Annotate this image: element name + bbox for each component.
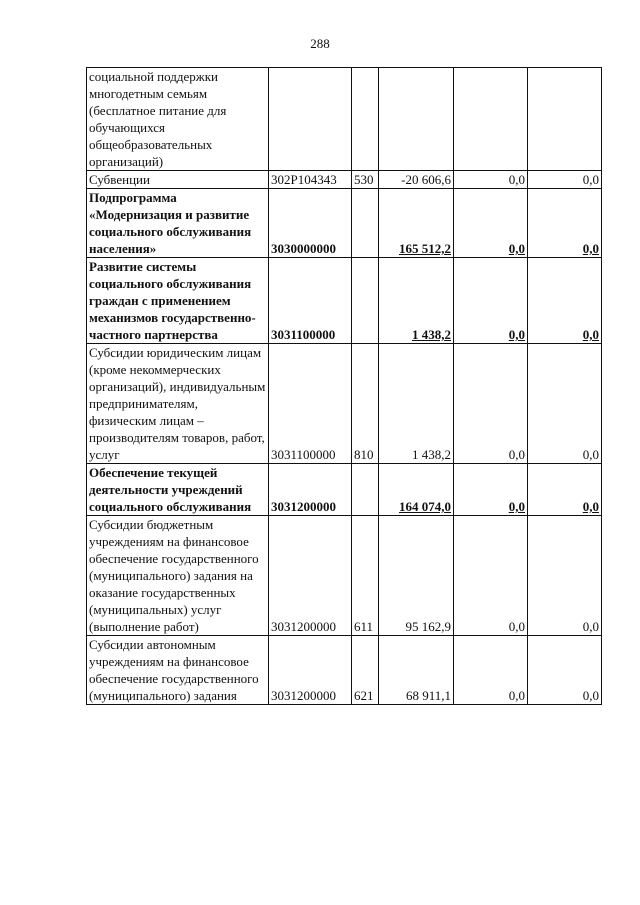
row-plan-2: 0,0: [528, 258, 602, 344]
row-plan-1: 0,0: [454, 171, 528, 189]
row-plan-2: 0,0: [528, 464, 602, 516]
row-plan-1: [454, 68, 528, 171]
row-amount: 95 162,9: [379, 516, 454, 636]
table-row: [87, 516, 602, 636]
row-code: [269, 68, 352, 171]
row-name: социальной поддержки многодетным семьям (бесплатное питание для обучающихся общеобразовательных организаций): [87, 68, 269, 171]
table-row: [87, 344, 602, 464]
row-code: 3031100000: [269, 344, 352, 464]
row-plan-1: 0,0: [454, 189, 528, 258]
row-name: Развитие системы социального обслуживания граждан с применением механизмов государственно-частного партнерства: [87, 258, 269, 344]
row-code: 3031100000: [269, 258, 352, 344]
row-name: Подпрограмма «Модернизация и развитие социального обслуживания населения»: [87, 189, 269, 258]
row-type: [352, 464, 379, 516]
row-plan-1: 0,0: [454, 344, 528, 464]
row-amount: 164 074,0: [379, 464, 454, 516]
table-row: [87, 68, 602, 171]
row-plan-2: 0,0: [528, 189, 602, 258]
row-plan-2: 0,0: [528, 516, 602, 636]
row-type: 611: [352, 516, 379, 636]
row-plan-1: 0,0: [454, 516, 528, 636]
row-amount: -20 606,6: [379, 171, 454, 189]
row-type: 621: [352, 636, 379, 705]
row-code: 302P104343: [269, 171, 352, 189]
row-amount: 1 438,2: [379, 258, 454, 344]
row-code: 3031200000: [269, 636, 352, 705]
row-type: 530: [352, 171, 379, 189]
row-name: Субсидии бюджетным учреждениям на финансовое обеспечение государственного (муниципального) задания на оказание государственных (муниципальных) услуг (выполнение работ): [87, 516, 269, 636]
row-name: Обеспечение текущей деятельности учреждений социального обслуживания: [87, 464, 269, 516]
budget-table: [86, 67, 602, 705]
row-type: [352, 189, 379, 258]
table-row: [87, 464, 602, 516]
row-code: 3030000000: [269, 189, 352, 258]
row-amount: 68 911,1: [379, 636, 454, 705]
row-amount: 165 512,2: [379, 189, 454, 258]
table-row: [87, 258, 602, 344]
row-amount: [379, 68, 454, 171]
row-type: 810: [352, 344, 379, 464]
row-type: [352, 258, 379, 344]
table-row: [87, 171, 602, 189]
row-plan-1: 0,0: [454, 464, 528, 516]
table-row: [87, 636, 602, 705]
row-code: 3031200000: [269, 464, 352, 516]
row-plan-2: 0,0: [528, 636, 602, 705]
row-plan-2: [528, 68, 602, 171]
page-number: 288: [310, 36, 330, 51]
row-name: Субсидии юридическим лицам (кроме некоммерческих организаций), индивидуальным предпринимателям, физическим лицам – производителям товаров, работ, услуг: [87, 344, 269, 464]
row-plan-2: 0,0: [528, 171, 602, 189]
row-plan-1: 0,0: [454, 636, 528, 705]
row-amount: 1 438,2: [379, 344, 454, 464]
row-type: [352, 68, 379, 171]
row-name: Субвенции: [87, 171, 269, 189]
row-name: Субсидии автономным учреждениям на финансовое обеспечение государственного (муниципального) задания: [87, 636, 269, 705]
row-plan-2: 0,0: [528, 344, 602, 464]
table-row: [87, 189, 602, 258]
row-plan-1: 0,0: [454, 258, 528, 344]
row-code: 3031200000: [269, 516, 352, 636]
